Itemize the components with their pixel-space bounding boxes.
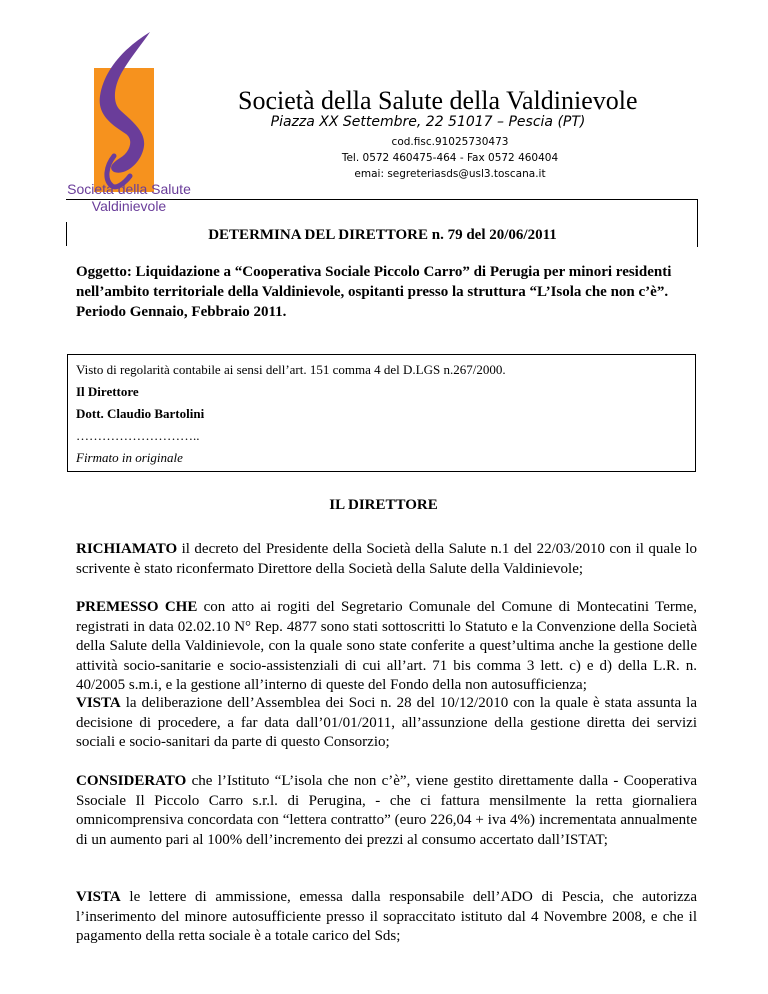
determina-title: DETERMINA DEL DIRETTORE n. 79 del 20/06/2011 — [208, 227, 557, 243]
visto-signed-note: Firmato in originale — [76, 450, 183, 465]
org-contact-info — [300, 134, 600, 182]
paragraph-keyword: PREMESSO CHE — [76, 599, 198, 615]
org-email: emai: segreteriasds@usl3.toscana.it — [354, 168, 546, 180]
paragraph-richiamato — [76, 540, 697, 579]
org-title: Società della Salute della Valdinievole — [238, 86, 638, 115]
logo-line-1: Società della Salute — [67, 181, 191, 197]
logo-line-2: Valdinievole — [91, 198, 167, 214]
paragraph-vista-deliberazione — [76, 694, 697, 753]
paragraph-premesso — [76, 598, 697, 696]
visto-role: Il Direttore — [76, 384, 139, 399]
visto-signature-dots: ……………………….. — [76, 428, 200, 443]
paragraph-vista-lettere — [76, 888, 697, 947]
paragraph-keyword: VISTA — [76, 695, 121, 711]
org-codfisc: cod.fisc.91025730473 — [391, 136, 509, 148]
visto-box — [67, 354, 696, 472]
paragraph-considerato — [76, 772, 697, 850]
paragraph-text: che l’Istituto “L’isola che non c’è”, viene gestito direttamente dalla - Cooperativa Ssociale Il Piccolo Carro s.r.l. di Perugina, - che ci fattura mensilmente la retta giornaliera omnicomprensiva concordata con “lettera contratto” (euro 226,04 + iva 4%) incrementata annualmente di un aumento pari al 100% dell’incremento dei prezzi al consumo accertato dall’ISTAT; — [76, 773, 697, 848]
paragraph-text: con atto ai rogiti del Segretario Comunale del Comune di Montecatini Terme, registrati in data 02.02.10 N° Rep. 4877 sono stati sottoscritti lo Statuto e la Convenzione della Società della Salute della Valdinievole, con la quale sono state conferite a quest’ultima anche la gestione delle attività socio-sanitarie e socio-assistenziali di cui all’art. 71 bis comma 3 lett. c) e d) della L.R. n. 40/2005 s.m.i, e la gestione all’interno di queste del Fondo della non autosufficienza; — [76, 599, 697, 694]
visto-signer: Dott. Claudio Bartolini — [76, 406, 205, 421]
sds-logo — [64, 30, 194, 215]
logo-swoosh-icon — [64, 30, 194, 190]
oggetto-text: Oggetto: Liquidazione a “Cooperativa Sociale Piccolo Carro” di Perugia per minori residenti nell’ambito territoriale della Valdinievole, ospitanti presso la struttura “L’Isola che non c’è”. Periodo Gennaio, Febbraio 2011. — [76, 264, 672, 320]
org-address: Piazza XX Settembre, 22 51017 – Pescia (PT) — [270, 114, 586, 130]
section-heading: IL DIRETTORE — [329, 497, 438, 513]
paragraph-text: il decreto del Presidente della Società della Salute n.1 del 22/03/2010 con il quale lo scrivente è stato riconfermato Direttore della Società della Salute della Valdinievole; — [76, 541, 697, 577]
visto-line: Visto di regolarità contabile ai sensi dell’art. 151 comma 4 del D.LGS n.267/2000. — [76, 362, 506, 377]
paragraph-text: le lettere di ammissione, emessa dalla responsabile dell’ADO di Pescia, che autorizza l’inserimento del minore autosufficiente presso il sopraccitato istituto dal 4 Novembre 2008, e che il pagamento della retta sociale è a totale carico del Sds; — [76, 889, 697, 945]
org-phone: Tel. 0572 460475-464 - Fax 0572 460404 — [341, 152, 559, 164]
paragraph-keyword: RICHIAMATO — [76, 541, 178, 557]
paragraph-text: la deliberazione dell’Assemblea dei Soci n. 28 del 10/12/2010 con la quale è stata assunta la decisione di procedere, a far data dall’01/01/2011, all’assunzione della gestione diretta dei servizi sociali e socio-sanitari da parte di questo Consorzio; — [76, 695, 697, 751]
paragraph-keyword: CONSIDERATO — [76, 773, 187, 789]
paragraph-keyword: VISTA — [76, 889, 121, 905]
